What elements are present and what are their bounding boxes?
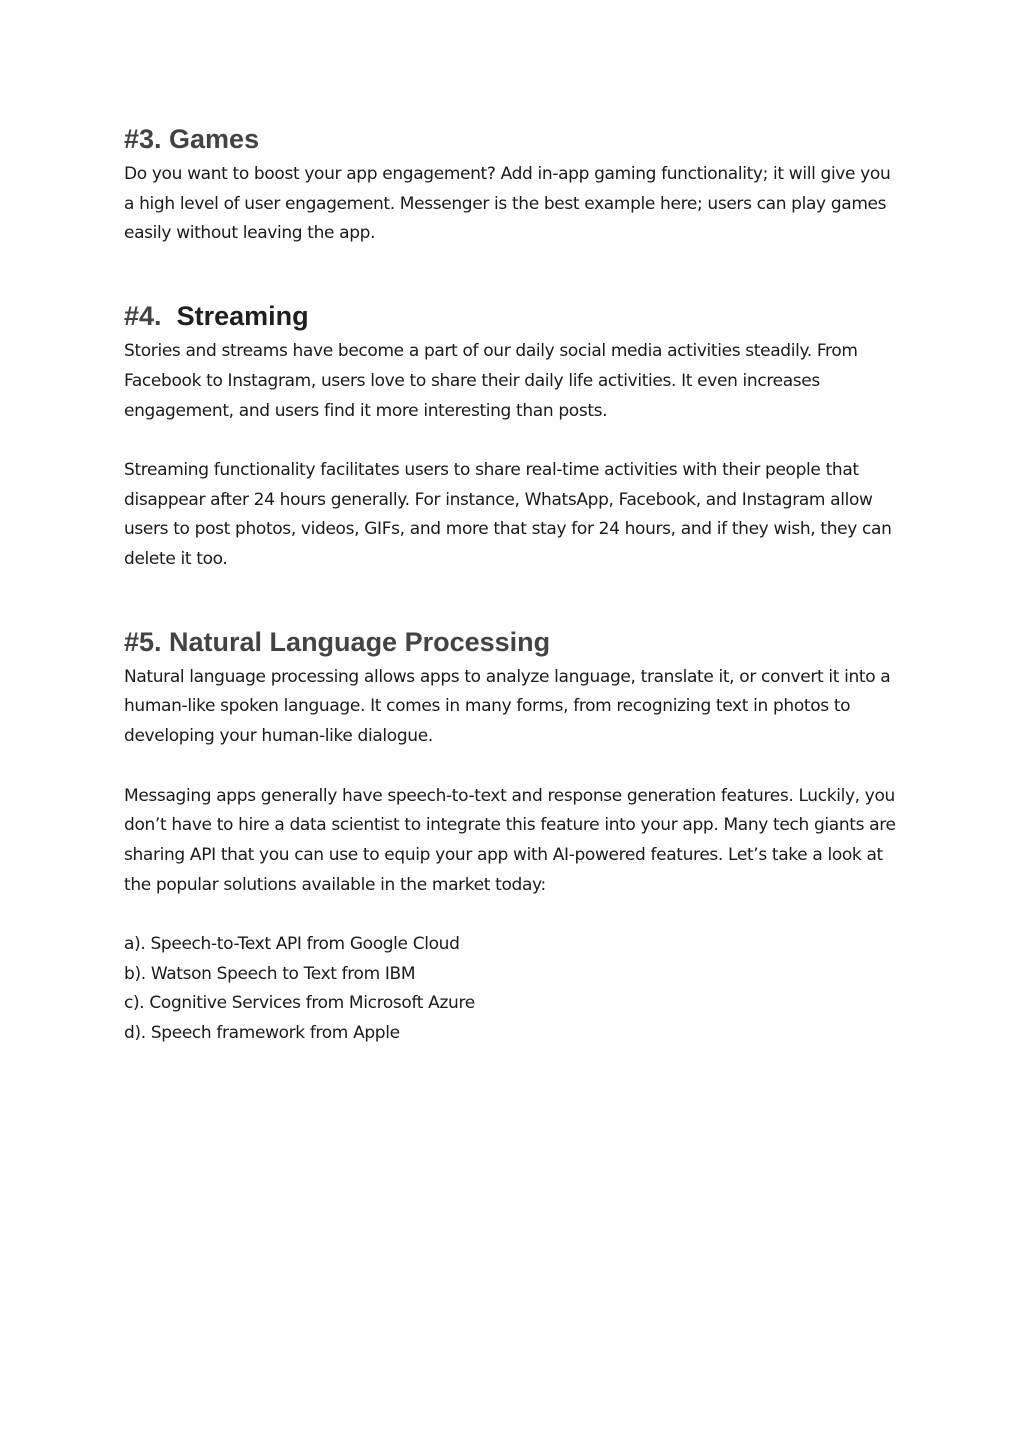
section-streaming (124, 295, 904, 575)
section-heading: #5. Natural Language Processing (124, 626, 551, 657)
section-paragraph: Stories and streams have become a part of our daily social media activities steadily. From Facebook to Instagram, users love to share their daily life activities. It even increases engagement, and users find it more interesting than posts. (124, 341, 858, 421)
section-heading: #3. Games (124, 124, 260, 154)
paragraph-spacer (124, 426, 904, 456)
section-nlp (124, 621, 904, 1049)
heading-title: Streaming (176, 301, 309, 332)
heading-number: #4. (124, 301, 162, 332)
section-spacer (124, 575, 904, 621)
section-paragraph: Messaging apps generally have speech-to-text and response generation features. Luckily, you don’t have to hire a data scientist to integrate this feature into your app. Many tech giants are sharing API that you can use to equip your app with AI-powered features. Let’s take a look at the popular solutions available in the market today: (124, 785, 896, 895)
list-item: c). Cognitive Services from Microsoft Azure (124, 993, 475, 1014)
paragraph-spacer (124, 900, 904, 930)
section-paragraph: Streaming functionality facilitates users to share real-time activities with their people that disappear after 24 hours generally. For instance, WhatsApp, Facebook, and Instagram allow users to post photos, videos, GIFs, and more that stay for 24 hours, and if they wish, they can delete it too. (124, 459, 892, 570)
section-paragraph: Do you want to boost your app engagement? Add in-app gaming functionality; it will give you a high level of user engagement. Messenger is the best example here; users can play games easily without leaving the app. (124, 164, 891, 244)
section-heading (124, 295, 904, 337)
solutions-list (124, 930, 904, 1049)
list-item: b). Watson Speech to Text from IBM (124, 963, 416, 984)
list-item: a). Speech-to-Text API from Google Cloud (124, 934, 460, 955)
section-games (124, 118, 904, 249)
paragraph-spacer (124, 752, 904, 782)
document-body (124, 118, 904, 1049)
list-item: d). Speech framework from Apple (124, 1023, 400, 1044)
section-spacer (124, 249, 904, 295)
section-paragraph: Natural language processing allows apps to analyze language, translate it, or convert it into a human-like spoken language. It comes in many forms, from recognizing text in photos to developing your human-like dialogue. (124, 666, 891, 747)
